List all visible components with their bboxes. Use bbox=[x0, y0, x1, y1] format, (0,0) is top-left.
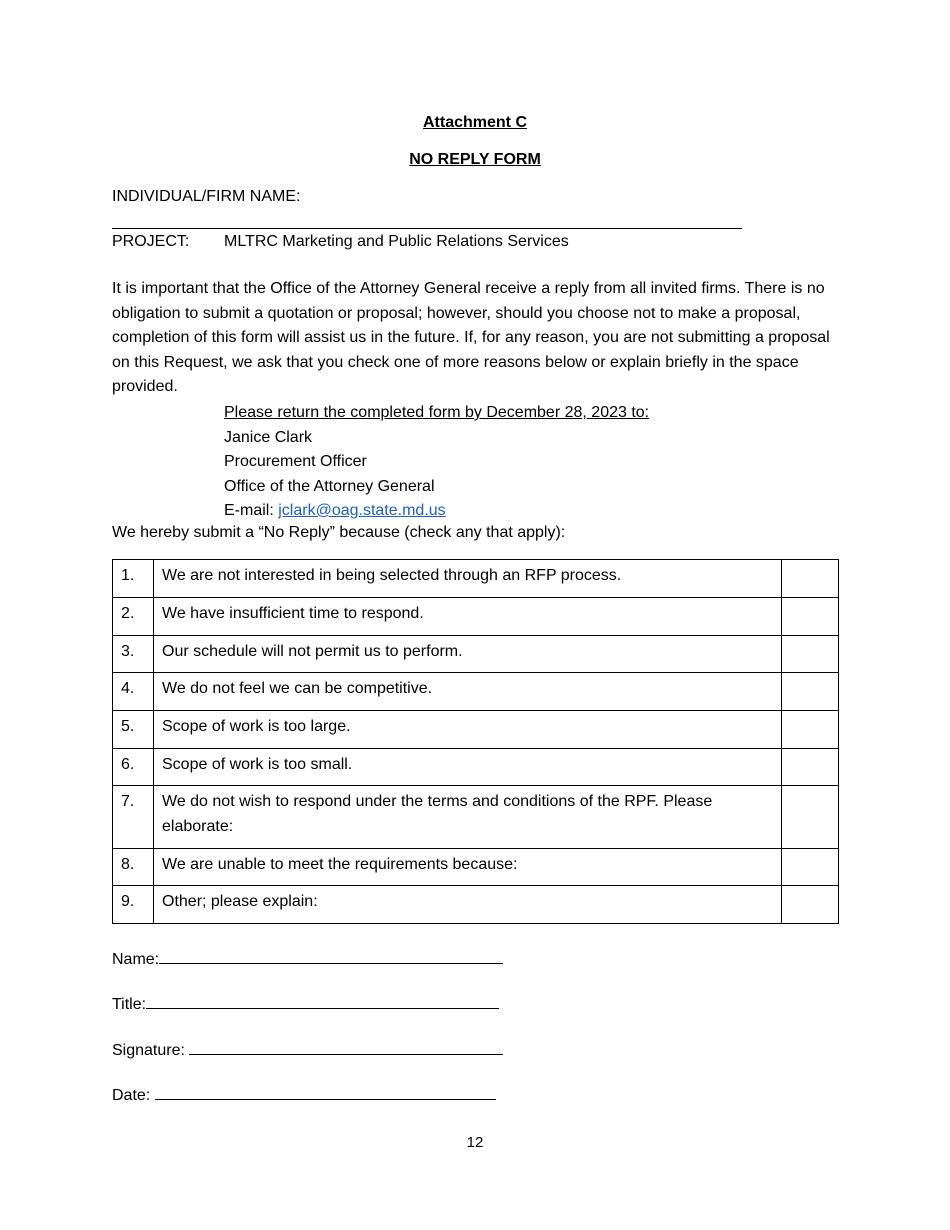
firm-name-line[interactable] bbox=[112, 214, 742, 229]
name-row bbox=[112, 949, 503, 969]
return-instruction: Please return the completed form by December 28, 2023 to: bbox=[224, 404, 650, 421]
reason-number: 9. bbox=[113, 886, 154, 924]
reason-checkbox[interactable] bbox=[782, 886, 839, 924]
reason-number: 1. bbox=[113, 560, 154, 598]
name-label: Name: bbox=[112, 951, 160, 968]
reason-text: We do not feel we can be competitive. bbox=[154, 673, 782, 711]
table-row bbox=[113, 560, 839, 598]
contact-title: Procurement Officer bbox=[224, 453, 367, 470]
reason-text: Other; please explain: bbox=[154, 886, 782, 924]
reason-text: We have insufficient time to respond. bbox=[154, 598, 782, 636]
reason-checkbox[interactable] bbox=[782, 711, 839, 749]
table-row bbox=[113, 598, 839, 636]
reason-number: 4. bbox=[113, 673, 154, 711]
reason-number: 8. bbox=[113, 849, 154, 886]
email-link[interactable]: jclark@oag.state.md.us bbox=[278, 502, 446, 519]
reasons-table bbox=[112, 559, 839, 924]
signature-row bbox=[112, 1040, 503, 1060]
reason-text: Scope of work is too large. bbox=[154, 711, 782, 749]
table-row bbox=[113, 749, 839, 786]
signature-label: Signature: bbox=[112, 1042, 185, 1059]
table-row bbox=[113, 886, 839, 924]
contact-name: Janice Clark bbox=[224, 428, 313, 446]
table-row bbox=[113, 786, 839, 849]
email-label: E-mail: bbox=[224, 502, 274, 519]
signature-line[interactable] bbox=[189, 1040, 503, 1055]
name-line[interactable] bbox=[159, 949, 503, 964]
date-row bbox=[112, 1085, 496, 1105]
table-row bbox=[113, 849, 839, 886]
form-title: NO REPLY FORM bbox=[409, 151, 541, 168]
reason-checkbox[interactable] bbox=[782, 560, 839, 598]
reason-text: Our schedule will not permit us to perform. bbox=[154, 636, 782, 673]
date-label: Date: bbox=[112, 1087, 151, 1104]
reason-checkbox[interactable] bbox=[782, 749, 839, 786]
page-number: 12 bbox=[466, 1134, 484, 1151]
reason-text: We are unable to meet the requirements because: bbox=[154, 849, 782, 886]
reason-number: 3. bbox=[113, 636, 154, 673]
table-row bbox=[113, 711, 839, 749]
return-address-block bbox=[224, 401, 649, 524]
reason-checkbox[interactable] bbox=[782, 598, 839, 636]
reason-number: 7. bbox=[113, 786, 154, 849]
contact-office: Office of the Attorney General bbox=[224, 477, 435, 495]
reason-checkbox[interactable] bbox=[782, 636, 839, 673]
contact-email-row bbox=[224, 499, 649, 524]
reason-number: 2. bbox=[113, 598, 154, 636]
submit-statement: We hereby submit a “No Reply” because (check any that apply): bbox=[112, 524, 566, 541]
reason-checkbox[interactable] bbox=[782, 673, 839, 711]
reason-text: Scope of work is too small. bbox=[154, 749, 782, 786]
reason-checkbox[interactable] bbox=[782, 786, 839, 849]
reason-text: We do not wish to respond under the terms and conditions of the RPF. Please elaborate: bbox=[154, 786, 782, 849]
title-label: Title: bbox=[112, 996, 147, 1013]
title-line[interactable] bbox=[146, 994, 499, 1009]
reason-number: 5. bbox=[113, 711, 154, 749]
reason-number: 6. bbox=[113, 749, 154, 786]
intro-paragraph: It is important that the Office of the Attorney General receive a reply from all invited firms. There is no obligation to submit a quotation or proposal; however, should you choose not to make a proposal, completion of this form will assist us in the future. If, for any reason, you are not submitting a proposal on this Request, we ask that you check one of more reasons below or explain briefly in the space provided. bbox=[112, 280, 830, 395]
firm-name-label: INDIVIDUAL/FIRM NAME: bbox=[112, 188, 301, 205]
reason-text: We are not interested in being selected through an RFP process. bbox=[154, 560, 782, 598]
project-value: MLTRC Marketing and Public Relations Services bbox=[224, 233, 569, 250]
attachment-title: Attachment C bbox=[422, 114, 527, 131]
title-row bbox=[112, 994, 499, 1014]
date-line[interactable] bbox=[155, 1085, 496, 1100]
project-label: PROJECT: bbox=[112, 233, 190, 250]
table-row bbox=[113, 636, 839, 673]
table-row bbox=[113, 673, 839, 711]
reason-checkbox[interactable] bbox=[782, 849, 839, 886]
